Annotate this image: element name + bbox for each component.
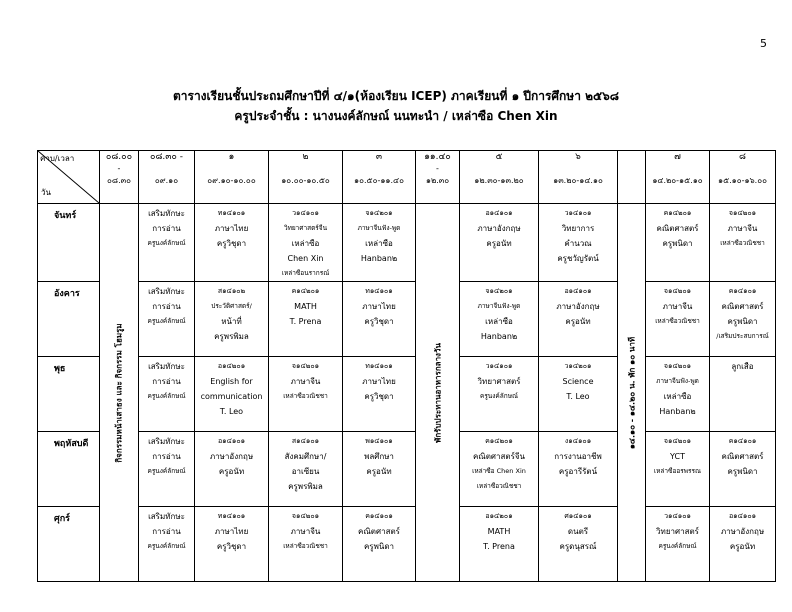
header-text: ๑๐.๕๐-๑๑.๔๐ [354, 176, 404, 185]
class-cell [269, 357, 343, 432]
course-code: จ๑๔๒๐๑ [663, 287, 692, 295]
cell-line: คณิตศาสตร์ [721, 452, 764, 461]
cell-line: ครูอนัท [565, 317, 591, 326]
cell-line: คำนวณ [564, 239, 592, 248]
class-cell [139, 357, 195, 432]
class-cell [343, 507, 416, 582]
course-code: อ๑๔๑๐๑ [564, 287, 592, 295]
header-period-c8 [539, 151, 618, 204]
class-cell [539, 507, 618, 582]
cell-line: ครูนงค์ลักษณ์ [147, 467, 186, 475]
cell-line: ภาษาจีนฟัง-พูด [477, 302, 521, 310]
cell-line: Hanban๒ [480, 332, 518, 341]
course-code: จ๑๔๒๐๑ [663, 437, 692, 445]
header-period-c1 [100, 151, 139, 204]
cell-line: ครูวิชุดา [364, 392, 394, 401]
cell-line: การอ่าน [152, 377, 181, 386]
cell-line: ภาษาจีน [727, 224, 758, 233]
cell-line: ประวัติศาสตร์/ [211, 302, 252, 310]
class-cell [539, 282, 618, 357]
header-text: ๓ [375, 152, 383, 162]
cell-line: ภาษาจีนฟัง-พูด [656, 377, 699, 385]
header-text [269, 163, 342, 175]
class-cell [139, 432, 195, 507]
class-cell [269, 507, 343, 582]
cell-line: ภาษาจีนฟัง-พูด [357, 224, 401, 232]
header-period-c10 [646, 151, 710, 204]
day-name: ศุกร์ [38, 507, 100, 582]
cell-line: เสริมทักษะ [148, 209, 185, 218]
class-cell [195, 507, 269, 582]
class-cell [343, 432, 416, 507]
header-text: ๑๓.๒๐-๑๔.๑๐ [553, 176, 603, 185]
cell-line: เสริมทักษะ [148, 512, 185, 521]
cell-line: ครูชวัญรัตน์ [557, 254, 599, 263]
class-cell [646, 507, 710, 582]
cell-line: เหล่าซือ [663, 392, 692, 401]
cell-line: คณิตศาสตร์จีน [472, 452, 526, 461]
cell-line: ครูพนิดา [363, 542, 395, 551]
header-text: ๕ [495, 152, 503, 162]
cell-line: การอ่าน [152, 302, 181, 311]
course-code: อ๑๔๑๐๑ [728, 512, 757, 520]
cell-line: การอ่าน [152, 224, 181, 233]
course-code: ส๑๔๑๐๒ [217, 287, 246, 295]
header-row [38, 151, 776, 204]
course-code: ง๑๔๑๐๑ [564, 437, 592, 445]
short-break-column [618, 204, 646, 582]
day-row [38, 204, 776, 282]
cell-line: การอ่าน [152, 527, 181, 536]
header-text: ๑๕.๑๐-๑๖.๐๐ [718, 176, 767, 185]
course-code: ว๑๔๒๐๑ [564, 362, 592, 370]
cell-line: วิทยาศาสตร์ [656, 527, 699, 536]
cell-line: ครูนงค์ลักษณ์ [147, 392, 186, 400]
class-cell [539, 432, 618, 507]
course-code: จ๑๔๒๐๑ [291, 512, 320, 520]
header-period-c3 [195, 151, 269, 204]
morning-activity-column [100, 204, 139, 582]
class-cell [460, 432, 539, 507]
cell-line: การงานอาชีพ [554, 452, 602, 461]
header-period-c5 [343, 151, 416, 204]
day-row [38, 432, 776, 507]
header-text: - [117, 164, 121, 173]
course-code: ท๑๔๑๐๑ [217, 209, 246, 217]
homeroom-teacher-line: ครูประจำชั้น : นางนงค์ลักษณ์ นนทะนำ / เหล่าซือ Chen Xin [234, 109, 558, 123]
course-code: อ๑๔๒๐๑ [217, 362, 246, 370]
header-period-c2 [139, 151, 195, 204]
course-code: ค๑๔๒๐๑ [485, 437, 513, 445]
cell-line: ภาษาอังกฤษ [556, 302, 600, 311]
cell-line: เหล่าซือ [365, 239, 393, 248]
cell-line: ภาษาจีน [290, 377, 321, 386]
cell-line: T. Leo [566, 392, 590, 401]
class-cell [343, 357, 416, 432]
header-text: ๑๐.๐๐-๑๐.๕๐ [281, 176, 330, 185]
class-cell [460, 204, 539, 282]
header-text: ๐๙.๑๐ [154, 176, 179, 185]
header-text: ๐๘.๓๐ - [149, 152, 184, 162]
class-cell [646, 432, 710, 507]
course-code: อ๑๔๒๐๑ [485, 512, 513, 520]
header-text: ๗ [674, 152, 681, 162]
course-code: พ๑๔๑๐๑ [365, 437, 393, 445]
cell-line: เหล่าซือนรากรณ์ [281, 269, 330, 277]
class-cell [460, 282, 539, 357]
cell-line: เหล่าซือ [485, 317, 513, 326]
cell-line: Chen Xin [287, 254, 324, 263]
day-name: จันทร์ [38, 204, 100, 282]
cell-line: ครูพนิดา [662, 239, 693, 248]
schedule-title: ตารางเรียนชั้นประถมศึกษาปีที่ ๔/๑(ห้องเรียน ICEP) ภาคเรียนที่ ๑ ปีการศึกษา ๒๕๖๘ [172, 89, 620, 103]
class-cell [710, 507, 776, 582]
header-text: ๘ [739, 152, 746, 162]
class-cell [195, 282, 269, 357]
cell-line: เหล่าซือวณิชชา [476, 482, 522, 490]
course-code: ท๑๔๑๐๑ [217, 512, 246, 520]
cell-line: คณิตศาสตร์ [656, 224, 699, 233]
header-text: ๒ [302, 152, 309, 162]
cell-line: ครูพนิดา [727, 317, 758, 326]
cell-line: T. Prena [289, 317, 322, 326]
cell-line: YCT [670, 452, 685, 461]
course-code: ค๑๔๒๐๑ [291, 287, 320, 295]
class-cell [195, 357, 269, 432]
cell-line: ภาษาจีน [290, 527, 321, 536]
header-text: ๐๘.๐๐ [105, 152, 133, 162]
cell-line: วิทยาศาสตร์ [477, 377, 521, 386]
header-period-c11 [710, 151, 776, 204]
class-cell [539, 357, 618, 432]
course-code: ศ๑๔๑๐๑ [564, 512, 592, 520]
class-cell [269, 204, 343, 282]
day-label: วัน [41, 188, 51, 197]
cell-line: communication [200, 392, 263, 401]
header-text: ๑๑.๔๐ [424, 152, 451, 162]
cell-line: ครูพนิดา [727, 467, 758, 476]
course-code: อ๑๔๑๐๑ [485, 209, 513, 217]
cell-line: English for [210, 377, 253, 386]
cell-line: ภาษาอังกฤษ [477, 224, 521, 233]
cell-line: คณิตศาสตร์ [721, 302, 764, 311]
cell-line: T. Prena [483, 542, 515, 551]
class-cell [195, 204, 269, 282]
class-cell [139, 507, 195, 582]
course-code: จ๑๔๒๐๑ [365, 209, 393, 217]
cell-line: ครูอนัท [729, 542, 756, 551]
cell-line: ครูพรพิมล [214, 332, 249, 341]
cell-line: เสริมทักษะ [148, 437, 185, 446]
cell-line: ภาษาไทย [214, 527, 249, 536]
page-number: 5 [760, 37, 767, 50]
header-text: - [436, 164, 439, 173]
class-cell [539, 204, 618, 282]
corner-cell [38, 151, 100, 204]
short-break-column-text: ๑๔.๑๐ - ๑๔.๒๐ น. พัก ๑๐ นาที [627, 336, 636, 449]
header-text [646, 163, 709, 175]
header-text: ๑๔.๒๐-๑๕.๑๐ [652, 176, 703, 185]
class-cell [195, 432, 269, 507]
header-period-c7 [460, 151, 539, 204]
cell-line: คณิตศาสตร์ [358, 527, 400, 536]
cell-line: ภาษาอังกฤษ [209, 452, 254, 461]
cell-line: เหล่าซืออรพรรณ [653, 467, 702, 475]
class-cell [460, 507, 539, 582]
class-cell [139, 282, 195, 357]
header-text [460, 163, 538, 175]
cell-line: ภาษาไทย [362, 302, 396, 311]
cell-line: ครูอารีรัตน์ [558, 467, 598, 476]
cell-line: ครูพรพิมล [288, 482, 323, 491]
class-cell [710, 282, 776, 357]
header-text [343, 163, 415, 175]
course-code: จ๑๔๒๐๑ [663, 362, 692, 370]
course-code: ท๑๔๑๐๑ [365, 362, 393, 370]
period-time-label: คาบ/เวลา [40, 154, 75, 163]
header-break-cell [618, 151, 646, 204]
cell-line: ภาษาไทย [362, 377, 396, 386]
course-code: จ๑๔๒๐๑ [291, 362, 320, 370]
cell-line: ครูอนัท [218, 467, 245, 476]
cell-line: เหล่าซือวณิชชา [283, 542, 328, 550]
cell-line: เหล่าซือวณิชชา [655, 317, 700, 325]
cell-line: ครูนงค์ลักษณ์ [479, 392, 519, 400]
class-cell [646, 204, 710, 282]
cell-line: อาเซียน [291, 467, 320, 476]
cell-line: ครูอนัท [486, 239, 512, 248]
cell-line: ครูนงค์ลักษณ์ [147, 239, 186, 247]
cell-line: ครูอนัท [366, 467, 392, 476]
cell-line: Hanban๒ [659, 407, 696, 416]
lunch-break-column [416, 204, 460, 582]
course-code: ว๑๔๑๐๑ [485, 362, 513, 370]
cell-line: ลูกเสือ [731, 362, 754, 371]
cell-line: ครูวิชุดา [364, 317, 394, 326]
day-row [38, 282, 776, 357]
course-code: ค๑๔๑๐๑ [365, 512, 393, 520]
course-code: ว๑๔๑๐๑ [292, 209, 319, 217]
cell-line: ครูดนุสรณ์ [559, 542, 597, 551]
cell-line: ครูนงค์ลักษณ์ [147, 542, 186, 550]
course-code: อ๑๔๑๐๑ [217, 437, 246, 445]
course-code: ว๑๔๑๐๑ [664, 512, 691, 520]
cell-line: T. Leo [219, 407, 244, 416]
cell-line: MATH [294, 302, 317, 311]
cell-line: /เสริมประสบการณ์ [716, 332, 769, 340]
header-period-c6 [416, 151, 460, 204]
class-cell [269, 282, 343, 357]
class-cell [646, 357, 710, 432]
class-schedule-table [37, 150, 776, 582]
course-code: จ๑๔๒๐๑ [485, 287, 513, 295]
cell-line: MATH [487, 527, 511, 536]
header-text: ๐๙.๑๐-๑๐.๐๐ [207, 176, 256, 185]
header-text [539, 163, 617, 175]
cell-line: ครูนงค์ลักษณ์ [147, 317, 186, 325]
header-text [195, 163, 268, 175]
cell-line: ดนตรี [567, 527, 589, 536]
course-code: ค๑๔๑๐๑ [728, 437, 757, 445]
cell-line: เหล่าซือ [291, 239, 320, 248]
cell-line: ภาษาอังกฤษ [720, 527, 765, 536]
morning-activity-column-text: กิจกรรมหน้าเสาธง และ กิจกรรม โฮมรูม [114, 322, 124, 463]
day-name: พุธ [38, 357, 100, 432]
day-row [38, 357, 776, 432]
course-code: ว๑๔๑๐๑ [564, 209, 592, 217]
class-cell [710, 357, 776, 432]
course-code: ท๑๔๑๐๑ [365, 287, 393, 295]
header-text: ๑๒.๓๐-๑๓.๒๐ [474, 176, 524, 185]
course-code: จ๑๔๒๐๑ [728, 209, 757, 217]
course-code: ค๑๔๒๐๑ [663, 209, 692, 217]
day-name: อังคาร [38, 282, 100, 357]
class-cell [460, 357, 539, 432]
header-text: ๖ [575, 152, 581, 162]
header-text: ๑๒.๓๐ [425, 176, 450, 185]
cell-line: ครูนงค์ลักษณ์ [658, 542, 697, 550]
cell-line: เหล่าซือวณิชชา [283, 392, 328, 400]
class-cell [139, 204, 195, 282]
cell-line: เสริมทักษะ [148, 287, 185, 296]
header-text: ๑ [228, 152, 235, 162]
cell-line: ครูวิชุดา [216, 542, 247, 551]
course-code: ส๑๔๑๐๑ [291, 437, 320, 445]
class-cell [710, 204, 776, 282]
cell-line: สังคมศึกษา/ [284, 452, 327, 461]
header-text: ๐๘.๓๐ [107, 176, 131, 185]
class-cell [343, 204, 416, 282]
lunch-break-column-text: พักรับประทานอาหารกลางวัน [433, 342, 442, 443]
class-cell [269, 432, 343, 507]
header-text [710, 163, 775, 175]
cell-line: เหล่าซือวณิชชา [720, 239, 765, 247]
cell-line: วิทยาการ [561, 224, 595, 233]
cell-line: ภาษาจีน [662, 302, 693, 311]
header-period-c4 [269, 151, 343, 204]
cell-line: พลศึกษา [364, 452, 394, 461]
cell-line: ภาษาไทย [214, 224, 249, 233]
course-code: ค๑๔๑๐๑ [728, 287, 757, 295]
class-cell [710, 432, 776, 507]
cell-line: เสริมทักษะ [148, 362, 185, 371]
cell-line: เหล่าซือ Chen Xin [472, 467, 526, 475]
class-cell [646, 282, 710, 357]
cell-line: Hanban๒ [360, 254, 398, 263]
class-cell [343, 282, 416, 357]
day-name: พฤหัสบดี [38, 432, 100, 507]
day-row [38, 507, 776, 582]
cell-line: Science [562, 377, 594, 386]
cell-line: การอ่าน [152, 452, 181, 461]
cell-line: หน้าที่ [221, 317, 242, 326]
cell-line: วิทยาศาสตร์จีน [283, 224, 328, 232]
cell-line: ครูวิชุดา [216, 239, 247, 248]
header-text [139, 163, 194, 175]
